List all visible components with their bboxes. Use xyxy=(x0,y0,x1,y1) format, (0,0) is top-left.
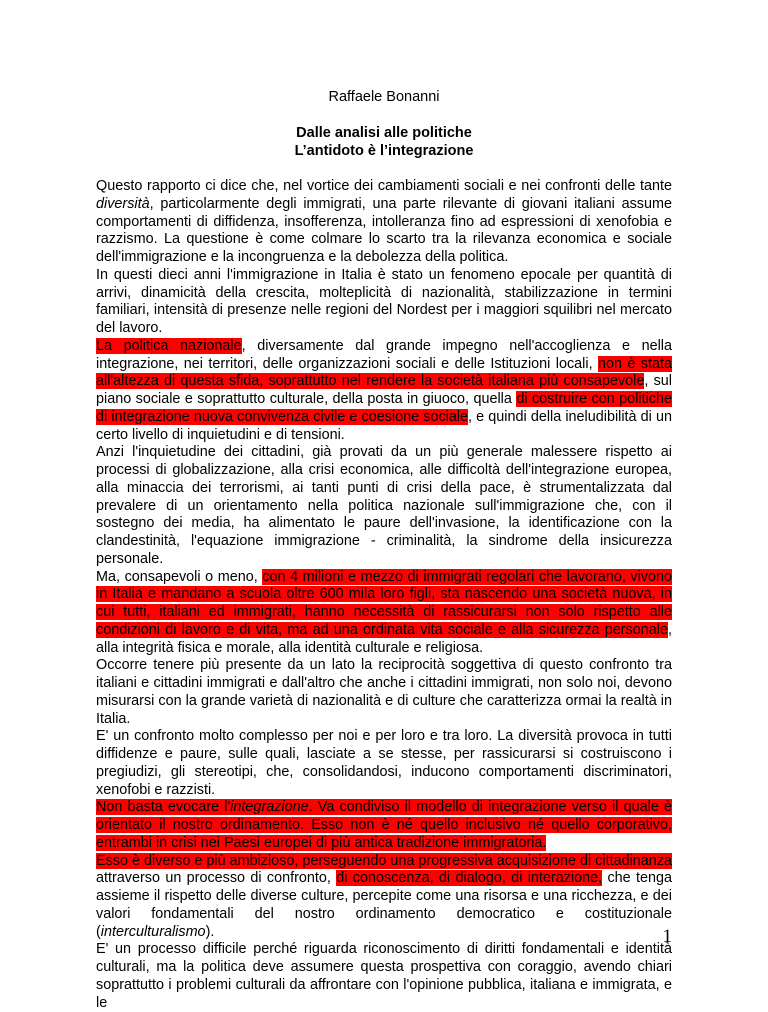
paragraph xyxy=(96,444,672,568)
text-run: che tenga assieme il rispetto delle diverse culture, percepite come una risorsa e una ricchezza, e dei valori fondamentali del nostro ordinamento democratico e costituzionale ( xyxy=(96,870,673,940)
text-run: Occorre tenere più presente da un lato la reciprocità soggettiva di questo confronto tra italiani e cittadini immigrati e dall'altro che anche i cittadini immigrati, non solo noi, devono misurarsi con la grande varietà di nazionalità e di culture che caratterizza ormai la realtà in Italia. xyxy=(96,657,672,727)
text-run: E' un confronto molto complesso per noi e per loro e tra loro. La diversità provoca in tutti diffidenze e paure, sulle quali, lasciate a se stesse, per rassicurarsi si costruiscono i pregiudizi, gli stereotipi, che, consolidandosi, inducono comportamenti discriminatori, xenofobi e razzisti. xyxy=(96,728,672,798)
document-body xyxy=(96,178,672,1012)
title-line-2: L’antidoto è l’integrazione xyxy=(294,143,474,159)
page-number: 1 xyxy=(662,926,672,947)
text-run: In questi dieci anni l'immigrazione in Italia è stato un fenomeno epocale per quantità di arrivi, dinamicità della crescita, molteplicità di nazionalità, stabilizzazione in termini familiari, intensità di presenze nelle regioni del Nordest per i maggiori squilibri nel mercato del lavoro. xyxy=(96,266,672,336)
text-run: Ma, consapevoli o meno, xyxy=(96,568,263,585)
text-run: Anzi l'inquietudine dei cittadini, già provati da un più generale malessere rispetto ai processi di globalizzazione, alla crisi economica, alle difficoltà dell'integrazione europea, alla minaccia dei terrorismi, ai tanti punti di crisi della pace, è strumentalizzata dal prevalere di un orientamento nella politica nazionale sull'immigrazione che, con il sostegno dei media, ha alimentato le paure dell'invasione, la identificazione con la clandestinità, l'equazione immigrazione - criminalità, la sindrome della insicurezza personale. xyxy=(96,444,672,567)
text-run: interculturalismo xyxy=(100,923,206,940)
paragraph xyxy=(96,941,672,1012)
highlighted-text: integrazione xyxy=(230,799,309,816)
paragraph xyxy=(96,338,672,445)
text-run: diversità xyxy=(96,195,150,212)
highlighted-text: con 4 milioni e mezzo di immigrati regolari che lavorano, vivono in Italia e mandano a scuola oltre 600 mila loro figli, sta nascendo una società nuova, in cui tutti, italiani ed immigrati, hanno necessità di rassicurarsi non solo rispetto alle condizioni di lavoro e di vita, ma ad una ordinata vita sociale e alla sicurezza personale xyxy=(96,568,672,638)
highlighted-text: Esso è diverso e più ambizioso, perseguendo una progressiva acquisizione di cittadinanza xyxy=(96,852,672,869)
highlighted-text: La politica nazionale xyxy=(96,337,242,354)
paragraph xyxy=(96,178,672,267)
text-run: , sul piano sociale e soprattutto culturale, della posta in giuoco, quella xyxy=(96,373,672,407)
paragraph xyxy=(96,267,672,338)
author-name: Raffaele Bonanni xyxy=(328,89,440,105)
text-run: , particolarmente degli immigrati, una parte rilevante di giovani italiani assume comportamenti di diffidenza, insofferenza, intolleranza fino ad espressioni di xenofobia e razzismo. La questione è come colmare lo scarto tra la rilevanza economica e sociale dell'immigrazione e la incongruenza e la debolezza della politica. xyxy=(96,195,672,265)
text-run: ). xyxy=(205,923,215,940)
paragraph xyxy=(96,657,672,728)
paragraph xyxy=(96,728,672,799)
text-run: , alla integrità fisica e morale, alla identità culturale e religiosa. xyxy=(96,621,672,656)
text-run: attraverso un processo di confronto, xyxy=(96,870,337,887)
text-run: E' un processo difficile perché riguarda riconoscimento di diritti fondamentali e identità culturali, ma la politica deve assumere questa prospettiva con coraggio, avendo chiari soprattutto i problemi culturali da affrontare con l'opinione pubblica, italiana e immigrata, e le xyxy=(96,941,672,1011)
paragraph xyxy=(96,569,672,658)
paragraph xyxy=(96,799,672,852)
text-run: , e quindi della ineludibilità di un certo livello di inquietudini e di tensioni. xyxy=(96,408,672,443)
title-line-1: Dalle analisi alle politiche xyxy=(296,125,472,141)
highlighted-text: . Va condiviso il modello di integrazione verso il quale è orientato il nostro ordinamento. Esso non è né quello inclusivo né quello corporativo, entrambi in crisi nei Paesi europei di più antica tradizione immigratoria. xyxy=(96,799,672,851)
text-run: , diversamente dal grande impegno nell'accoglienza e nella integrazione, nei territori, delle organizzazioni sociali e delle Istituzioni locali, xyxy=(96,337,672,372)
text-run: Questo rapporto ci dice che, nel vortice dei cambiamenti sociali e nei confronti delle tante xyxy=(96,178,672,194)
paragraph xyxy=(96,853,672,942)
highlighted-text: di conoscenza, di dialogo, di interazione, xyxy=(336,870,603,887)
highlighted-text: Non basta evocare l' xyxy=(96,799,231,816)
highlighted-text: di costruire con politiche di integrazione nuova convivenza civile e coesione sociale xyxy=(96,391,672,425)
highlighted-text: non è stata all'altezza di questa sfida, soprattutto nel rendere la società italiana più consapevole xyxy=(96,355,673,390)
document-title xyxy=(0,124,768,160)
